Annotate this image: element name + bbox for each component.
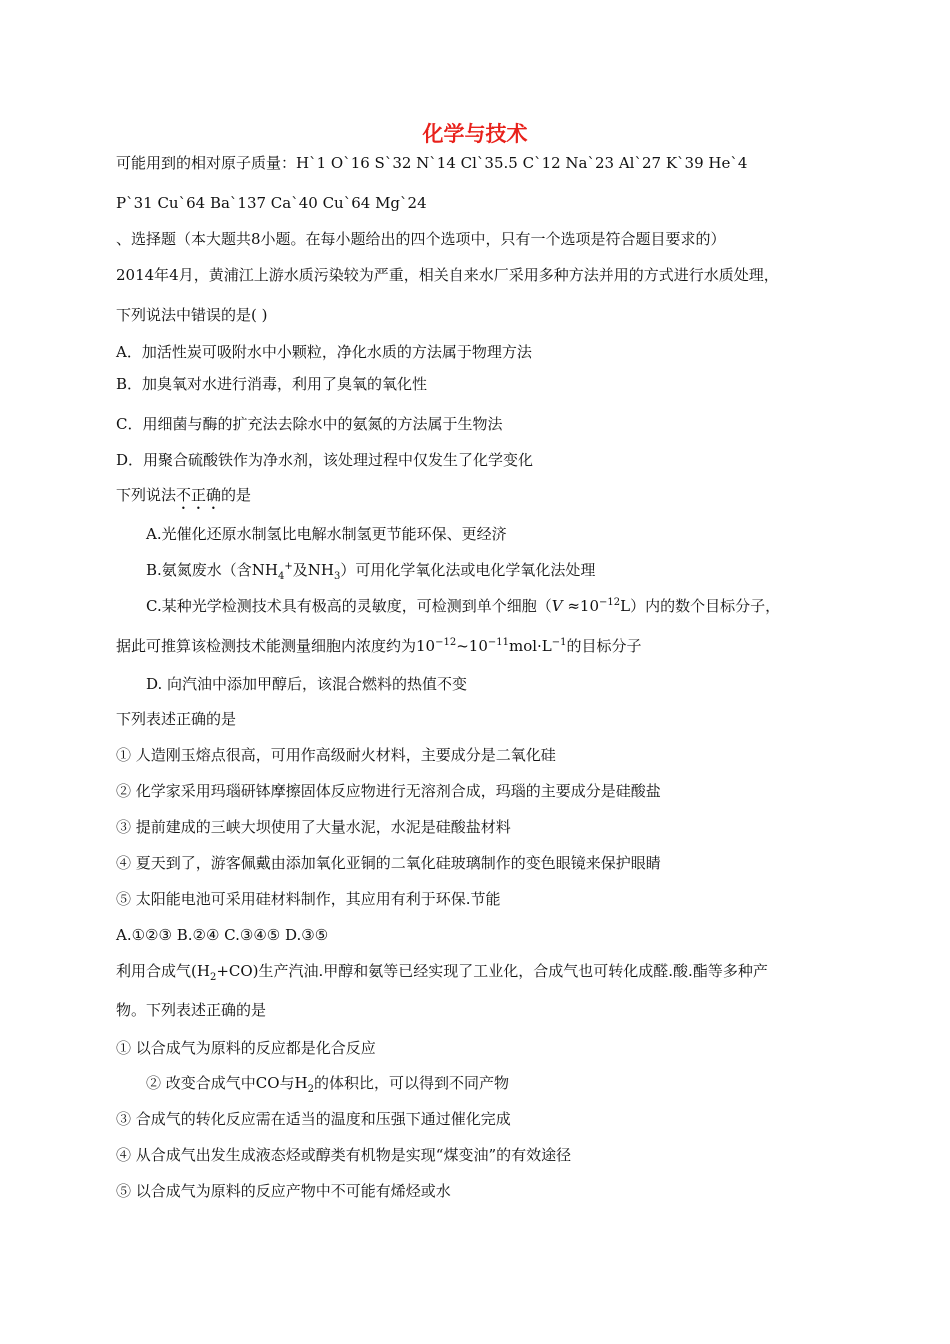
q2-stem-emphasis: 不正确 <box>176 486 222 504</box>
atomic-masses-line-1: 可能用到的相对原子质量：H`1 O`16 S`32 N`14 Cl`35.5 C`12 Na`23 Al`27 K`39 He`4 <box>116 154 748 172</box>
q4-stem-sub: 2 <box>209 972 217 983</box>
q4-item-2-text-1: ② 改变合成气中CO与H <box>146 1074 308 1092</box>
q2-stem-post: 的是 <box>221 486 252 504</box>
q4-item-2-text-2: 的体积比，可以得到不同产物 <box>314 1074 510 1092</box>
q2-option-c-line-1 <box>146 595 780 617</box>
q2-option-b-sup-1: + <box>284 561 293 572</box>
q2-option-c-text-2: ≈10 <box>562 597 599 615</box>
q2-option-a: A.光催化还原水制氢比电解水制氢更节能环保、更经济 <box>146 525 507 543</box>
q2-stem-pre: 下列说法 <box>116 486 177 504</box>
q2-option-b-text-2: 及NH <box>292 561 334 579</box>
q4-item-2-sub: 2 <box>307 1084 314 1095</box>
q1-option-d: D．用聚合硫酸铁作为净水剂，该处理过程中仅发生了化学变化 <box>116 451 534 469</box>
q4-stem-text-2: +CO)生产汽油.甲醇和氨等已经实现了工业化，合成气也可转化成醛.酸.酯等多种产 <box>216 962 768 980</box>
q4-item-1: ① 以合成气为原料的反应都是化合反应 <box>116 1039 376 1057</box>
q3-item-5: ⑤ 太阳能电池可采用硅材料制作，其应用有利于环保.节能 <box>116 890 501 908</box>
q2-option-c-volume-symbol: V <box>551 597 563 615</box>
q2-option-b <box>146 559 595 581</box>
q2-option-c-line2-text-1: 据此可推算该检测技术能测量细胞内浓度约为10 <box>116 637 436 655</box>
q4-stem-text-1: 利用合成气(H <box>116 962 210 980</box>
section-header: 、选择题（本大题共8小题。在每小题给出的四个选项中，只有一个选项是符合题目要求的） <box>116 230 726 248</box>
q4-item-4: ④ 从合成气出发生成液态烃或醇类有机物是实现“煤变油”的有效途径 <box>116 1146 572 1164</box>
q4-stem-line-1 <box>116 960 768 982</box>
document-title: 化学与技术 <box>422 122 528 146</box>
q1-option-c: C．用细菌与酶的扩充法去除水中的氨氮的方法属于生物法 <box>116 415 503 433</box>
q1-option-b: B．加臭氧对水进行消毒，利用了臭氧的氧化性 <box>116 375 428 393</box>
q2-option-c-line2-sup-2: −11 <box>487 637 509 648</box>
q1-stem-line-1: 2014年4月，黄浦江上游水质污染较为严重，相关自来水厂采用多种方法并用的方式进行水质处理， <box>116 266 779 284</box>
q2-option-b-text-3: ）可用化学氧化法或电化学氧化法处理 <box>340 561 596 579</box>
q4-item-5: ⑤ 以合成气为原料的反应产物中不可能有烯烃或水 <box>116 1182 451 1200</box>
atomic-masses-line-2: P`31 Cu`64 Ba`137 Ca`40 Cu`64 Mg`24 <box>116 194 427 212</box>
q2-option-c-line2-sup-3: −1 <box>551 637 567 648</box>
q3-item-1: ① 人造刚玉熔点很高，可用作高级耐火材料，主要成分是二氧化硅 <box>116 746 556 764</box>
q3-item-3: ③ 提前建成的三峡大坝使用了大量水泥，水泥是硅酸盐材料 <box>116 818 511 836</box>
q4-stem-line-2: 物。下列表述正确的是 <box>116 1001 267 1019</box>
q2-option-c-line2-text-3: mol·L <box>508 637 552 655</box>
q3-choices: A.①②③ B.②④ C.③④⑤ D.③⑤ <box>116 926 329 944</box>
q2-option-c-line-2 <box>116 635 642 657</box>
q2-option-c-text-3: L）内的数个目标分子， <box>620 597 781 615</box>
q2-option-c-text-1: C.某种光学检测技术具有极高的灵敏度，可检测到单个细胞（ <box>146 597 552 615</box>
q2-option-b-text-1: B.氨氮废水（含NH <box>146 561 278 579</box>
q3-item-4: ④ 夏天到了，游客佩戴由添加氧化亚铜的二氧化硅玻璃制作的变色眼镜来保护眼睛 <box>116 854 661 872</box>
q3-item-2: ② 化学家采用玛瑙研钵摩擦固体反应物进行无溶剂合成，玛瑙的主要成分是硅酸盐 <box>116 782 661 800</box>
q2-option-c-line2-text-2: ~10 <box>456 637 488 655</box>
q2-option-c-line2-text-4: 的目标分子 <box>566 637 642 655</box>
q2-option-d: D. 向汽油中添加甲醇后，该混合燃料的热值不变 <box>146 675 468 693</box>
q2-stem <box>116 484 251 513</box>
q2-option-c-sup: −12 <box>599 597 621 608</box>
q4-item-2 <box>146 1072 509 1094</box>
q3-stem: 下列表述正确的是 <box>116 710 237 728</box>
q1-option-a: A．加活性炭可吸附水中小颗粒，净化水质的方法属于物理方法 <box>116 343 532 361</box>
q4-item-3: ③ 合成气的转化反应需在适当的温度和压强下通过催化完成 <box>116 1110 511 1128</box>
q2-option-b-sub-1: 4 <box>278 571 285 582</box>
q2-option-b-sub-2: 3 <box>333 571 341 582</box>
q2-option-c-line2-sup-1: −12 <box>435 637 457 648</box>
q1-stem-line-2: 下列说法中错误的是( ) <box>116 306 268 324</box>
